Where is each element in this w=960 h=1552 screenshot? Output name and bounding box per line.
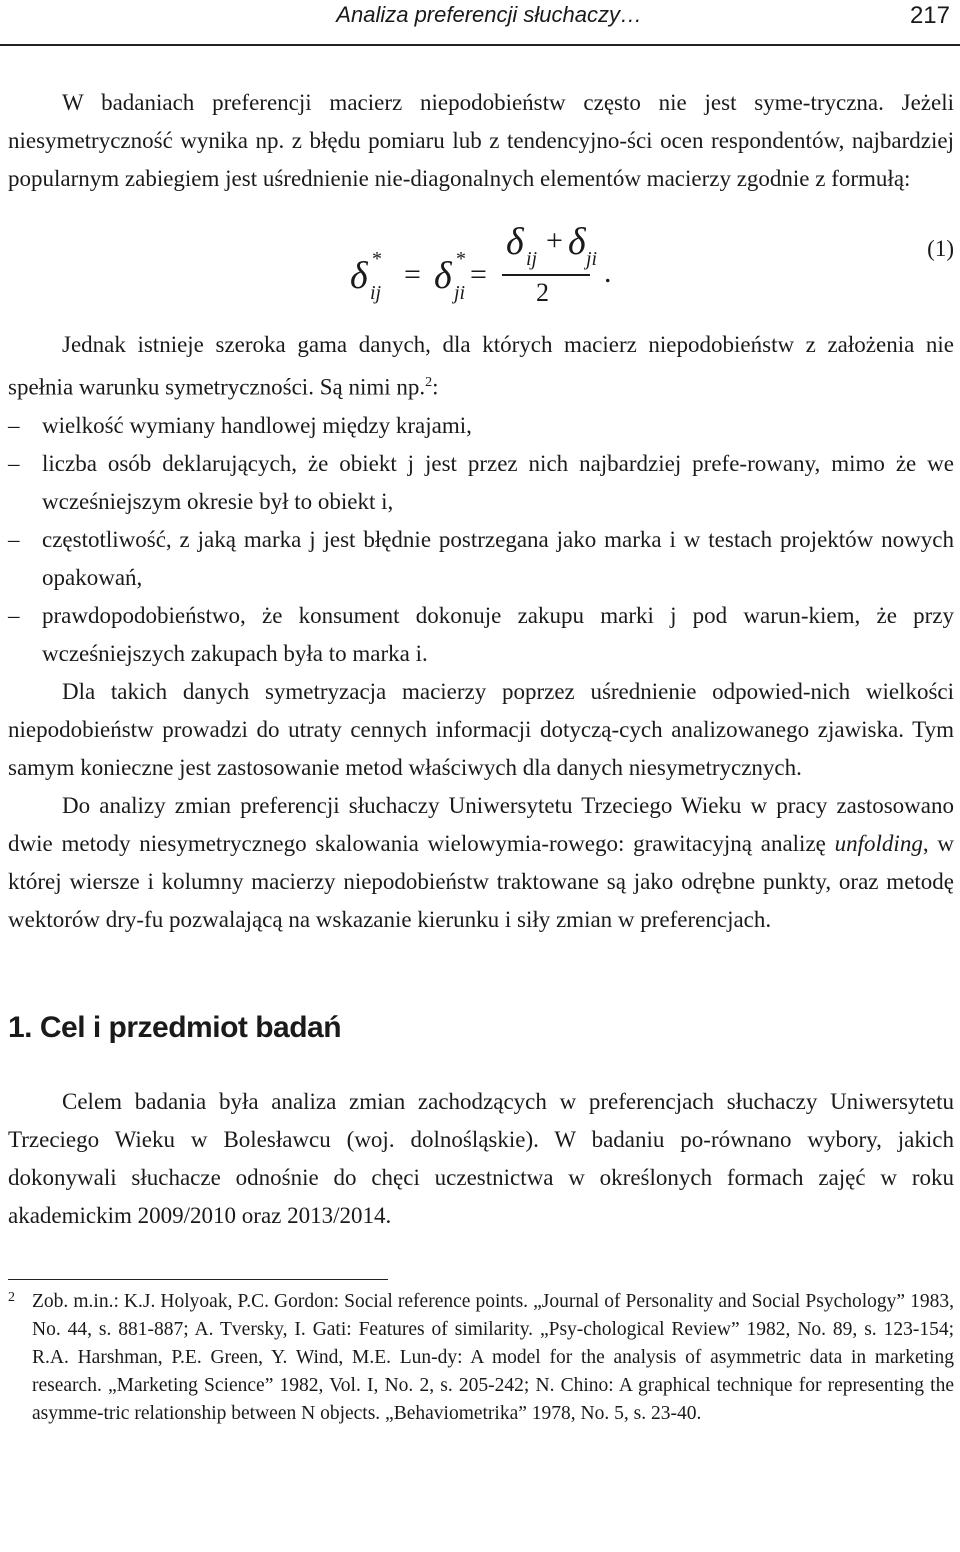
subscript-ij: ij <box>526 248 538 270</box>
examples-list <box>8 407 954 673</box>
equation-number: (1) <box>927 236 954 261</box>
page-number: 217 <box>909 2 950 29</box>
paragraph-asymmetric-text: Jednak istnieje szeroka gama danych, dla których macierz niepodobieństw z założenia nie spełnia warunku symetryczności. Są nimi np. <box>8 332 954 400</box>
paragraph-methods <box>8 787 954 939</box>
paragraph-symmetrization: Dla takich danych symetryzacja macierzy poprzez uśrednienie odpowied-nich wielkości niepodobieństw prowadzi do utraty cennych informacji dotyczą-cych analizowanego zjawiska. Tym samym konieczne jest zastosowanie metod właściwych dla danych niesymetrycznych. <box>8 678 954 780</box>
star-superscript: * <box>456 248 466 270</box>
formula-period: . <box>604 256 612 289</box>
footnote-divider <box>8 1279 388 1280</box>
paragraph-methods-after: , w której wiersze i kolumny macierzy niepodobieństw traktowane są jako odrębne punkty, oraz metodę wektorów dry-fu pozwalającą na wskazanie kierunku i siły zmian w preferencjach. <box>8 830 954 932</box>
paragraph-goal: Celem badania była analiza zmian zachodzących w preferencjach słuchaczy Uniwersytetu Trzeciego Wieku w Bolesławcu (woj. dolnośląskie). W badaniu po-równano wybory, jakich dokonywali słuchacze odnośnie do chęci uczestnictwa w określonych formach zajęć w roku akademickim 2009/2010 oraz 2013/2014. <box>8 1088 954 1228</box>
subscript-ji: ji <box>454 282 466 304</box>
formula-expression <box>350 221 650 316</box>
delta-symbol: δ <box>434 255 452 297</box>
equals-sign: = <box>404 258 421 291</box>
footnote <box>8 1288 954 1428</box>
paragraph-asymmetric <box>8 326 954 407</box>
page-header <box>0 0 960 46</box>
paragraph-methods-before: Do analizy zmian preferencji słuchaczy Uniwersytetu Trzeciego Wieku w pracy zastosowano dwie metody niesymetrycznego skalowania wielowymia-rowego: grawitacyjną analizę <box>8 792 954 856</box>
fraction-bar <box>502 274 590 276</box>
equals-sign: = <box>470 258 487 291</box>
plus-sign: + <box>546 224 563 257</box>
footnote-number: 2 <box>8 1289 15 1305</box>
star-superscript: * <box>372 248 382 270</box>
subscript-ji: ji <box>586 248 598 270</box>
list-item: – wielkość wymiany handlowej między krajami, <box>8 407 954 445</box>
list-item: – częstotliwość, z jaką marka j jest błędnie postrzegana jako marka i w testach projektów nowych opakowań, <box>8 521 954 597</box>
unfolding-term: unfolding <box>834 830 923 856</box>
subscript-ij: ij <box>370 282 382 304</box>
list-item: – liczba osób deklarujących, że obiekt j jest przez nich najbardziej prefe-rowany, mimo że we wcześniejszym okresie był to obiekt i, <box>8 445 954 521</box>
delta-symbol: δ <box>506 221 524 263</box>
paragraph-intro: W badaniach preferencji macierz niepodobieństw często nie jest syme-tryczna. Jeżeli niesymetryczność wynika np. z błędu pomiaru lub z tendencyjno-ści ocen respondentów, najbardziej popularnym zabiegiem jest uśrednienie nie-diagonalnych elementów macierzy zgodnie z formułą: <box>8 90 954 191</box>
formula-1 <box>8 206 954 326</box>
footnote-reference: 2 <box>425 375 433 390</box>
paragraph-asymmetric-colon: : <box>432 374 439 400</box>
delta-symbol: δ <box>350 255 368 297</box>
footnote-text: Zob. m.in.: K.J. Holyoak, P.C. Gordon: Social reference points. „Journal of Personality and Social Psychology” 1983, No. 44, s. 881-887; A. Tversky, I. Gati: Features of similarity. „Psy-chological Review” 1982, No. 89, s. 123-154; R.A. Harshman, P.E. Green, Y. Wind, M.E. Lun-dy: A model for the analysis of asymmetric data in marketing research. „Marketing Science” 1982, Vol. I, No. 2, s. 205-242; N. Chino: A graphical technique for representing the asymme-tric relationship between N objects. „Behaviometrika” 1978, No. 5, s. 23-40. <box>32 1290 954 1424</box>
delta-symbol: δ <box>568 221 586 263</box>
list-item: – prawdopodobieństwo, że konsument dokonuje zakupu marki j pod warun-kiem, że przy wcześniejszych zakupach była to marka i. <box>8 597 954 673</box>
page-body <box>8 84 954 1428</box>
running-title: Analiza preferencji słuchaczy… <box>336 2 642 27</box>
section-heading: 1. Cel i przedmiot badań <box>8 1010 342 1044</box>
fraction-denominator: 2 <box>536 278 549 307</box>
